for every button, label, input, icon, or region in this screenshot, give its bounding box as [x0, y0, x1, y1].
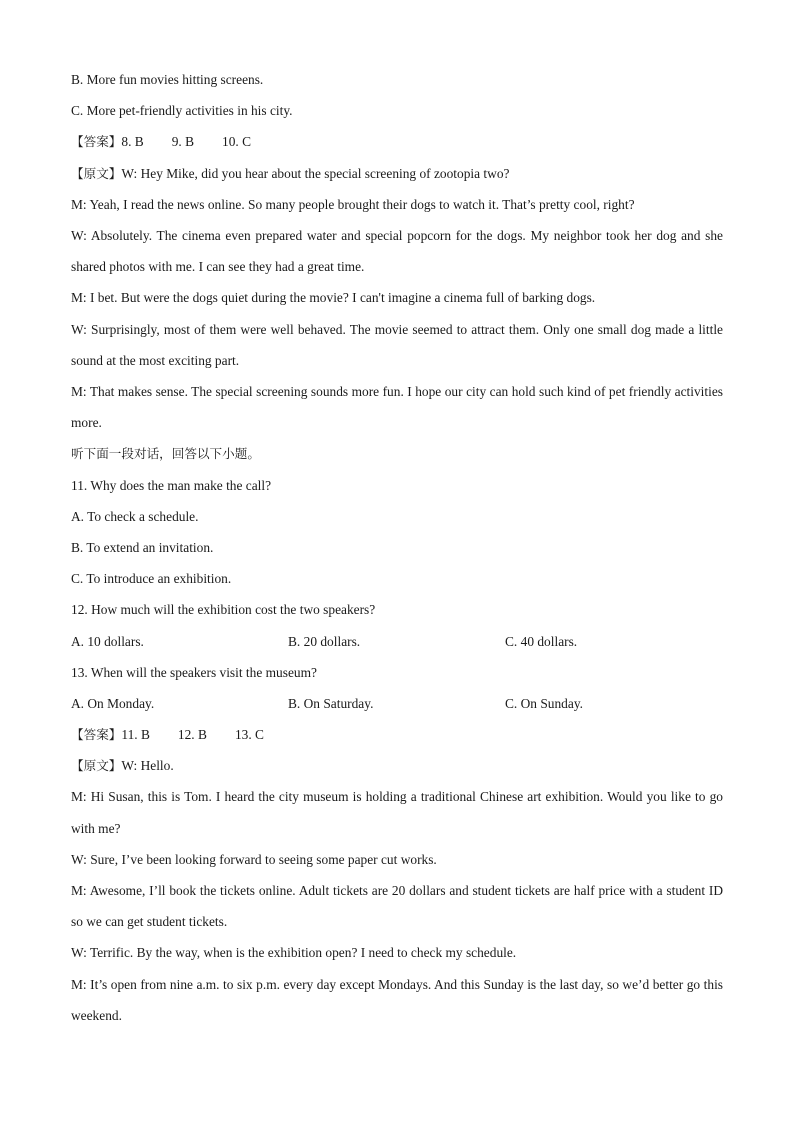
transcript-text: W: Hey Mike, did you hear about the special screening of zootopia two?: [121, 165, 510, 181]
section-instruction: 听下面一段对话，回答以下小题。: [71, 446, 260, 462]
answer-item: 9. B: [171, 134, 195, 150]
answer-item: 12. B: [177, 727, 207, 743]
answer-item: 11. B: [121, 727, 150, 743]
question-12: 12. How much will the exhibition cost the two speakers?: [71, 602, 376, 618]
option-a-q13: A. On Monday.: [71, 695, 155, 711]
answer-label: 【答案】: [71, 134, 122, 150]
answer-item: 8. B: [121, 134, 144, 150]
transcript-line: W: Sure, I’ve been looking forward to seeing some paper cut works.: [71, 851, 437, 867]
answer-label: 【答案】: [71, 727, 122, 743]
transcript-line: M: Hi Susan, this is Tom. I heard the city museum is holding a traditional Chinese art exhibition. Would you like to go with me?: [71, 789, 723, 836]
answer-line-11-13: [71, 719, 723, 750]
answer-item: 13. C: [234, 727, 264, 743]
transcript-label: 【原文】: [71, 165, 122, 181]
question-13: 13. When will the speakers visit the museum?: [71, 664, 317, 680]
answer-line-8-10: [71, 126, 723, 157]
transcript-line: [71, 158, 723, 189]
option-a-q11: A. To check a schedule.: [71, 508, 199, 524]
transcript-text: W: Hello.: [121, 758, 174, 774]
transcript-line: M: That makes sense. The special screening sounds more fun. I hope our city can hold such kind of pet friendly activities more.: [71, 383, 723, 431]
transcript-label: 【原文】: [71, 758, 122, 774]
transcript-line: M: It’s open from nine a.m. to six p.m. every day except Mondays. And this Sunday is the last day, so we’d better go this weekend.: [71, 976, 723, 1023]
option-c-q13: C. On Sunday.: [505, 695, 583, 711]
question-11: 11. Why does the man make the call?: [71, 477, 272, 493]
transcript-line: W: Surprisingly, most of them were well behaved. The movie seemed to attract them. Only one small dog made a little sound at the most exciting part.: [71, 321, 723, 368]
option-c-q11: C. To introduce an exhibition.: [71, 571, 232, 587]
option-a-q12: A. 10 dollars.: [71, 633, 144, 649]
transcript-line: W: Absolutely. The cinema even prepared water and special popcorn for the dogs. My neighbor took her dog and she shared photos with me. I can see they had a great time.: [71, 227, 723, 275]
option-b-q10: B. More fun movies hitting screens.: [71, 72, 264, 87]
transcript-line: M: Awesome, I’ll book the tickets online. Adult tickets are 20 dollars and student tickets are half price with a student ID so we can get student tickets.: [71, 883, 723, 930]
transcript-line: W: Terrific. By the way, when is the exhibition open? I need to check my schedule.: [71, 945, 517, 961]
transcript-line: M: I bet. But were the dogs quiet during the movie? I can't imagine a cinema full of barking dogs.: [71, 290, 596, 306]
option-b-q11: B. To extend an invitation.: [71, 539, 214, 555]
transcript-line: [71, 750, 723, 781]
option-c-q12: C. 40 dollars.: [505, 633, 578, 649]
option-b-q12: B. 20 dollars.: [288, 633, 361, 649]
transcript-line: M: Yeah, I read the news online. So many people brought their dogs to watch it. That’s pretty cool, right?: [71, 196, 635, 212]
options-q12: [71, 626, 723, 657]
document-page: [71, 64, 723, 1031]
option-b-q13: B. On Saturday.: [288, 695, 374, 711]
answer-item: 10. C: [222, 134, 252, 150]
options-q13: [71, 688, 723, 719]
option-c-q10: C. More pet-friendly activities in his city.: [71, 103, 293, 119]
